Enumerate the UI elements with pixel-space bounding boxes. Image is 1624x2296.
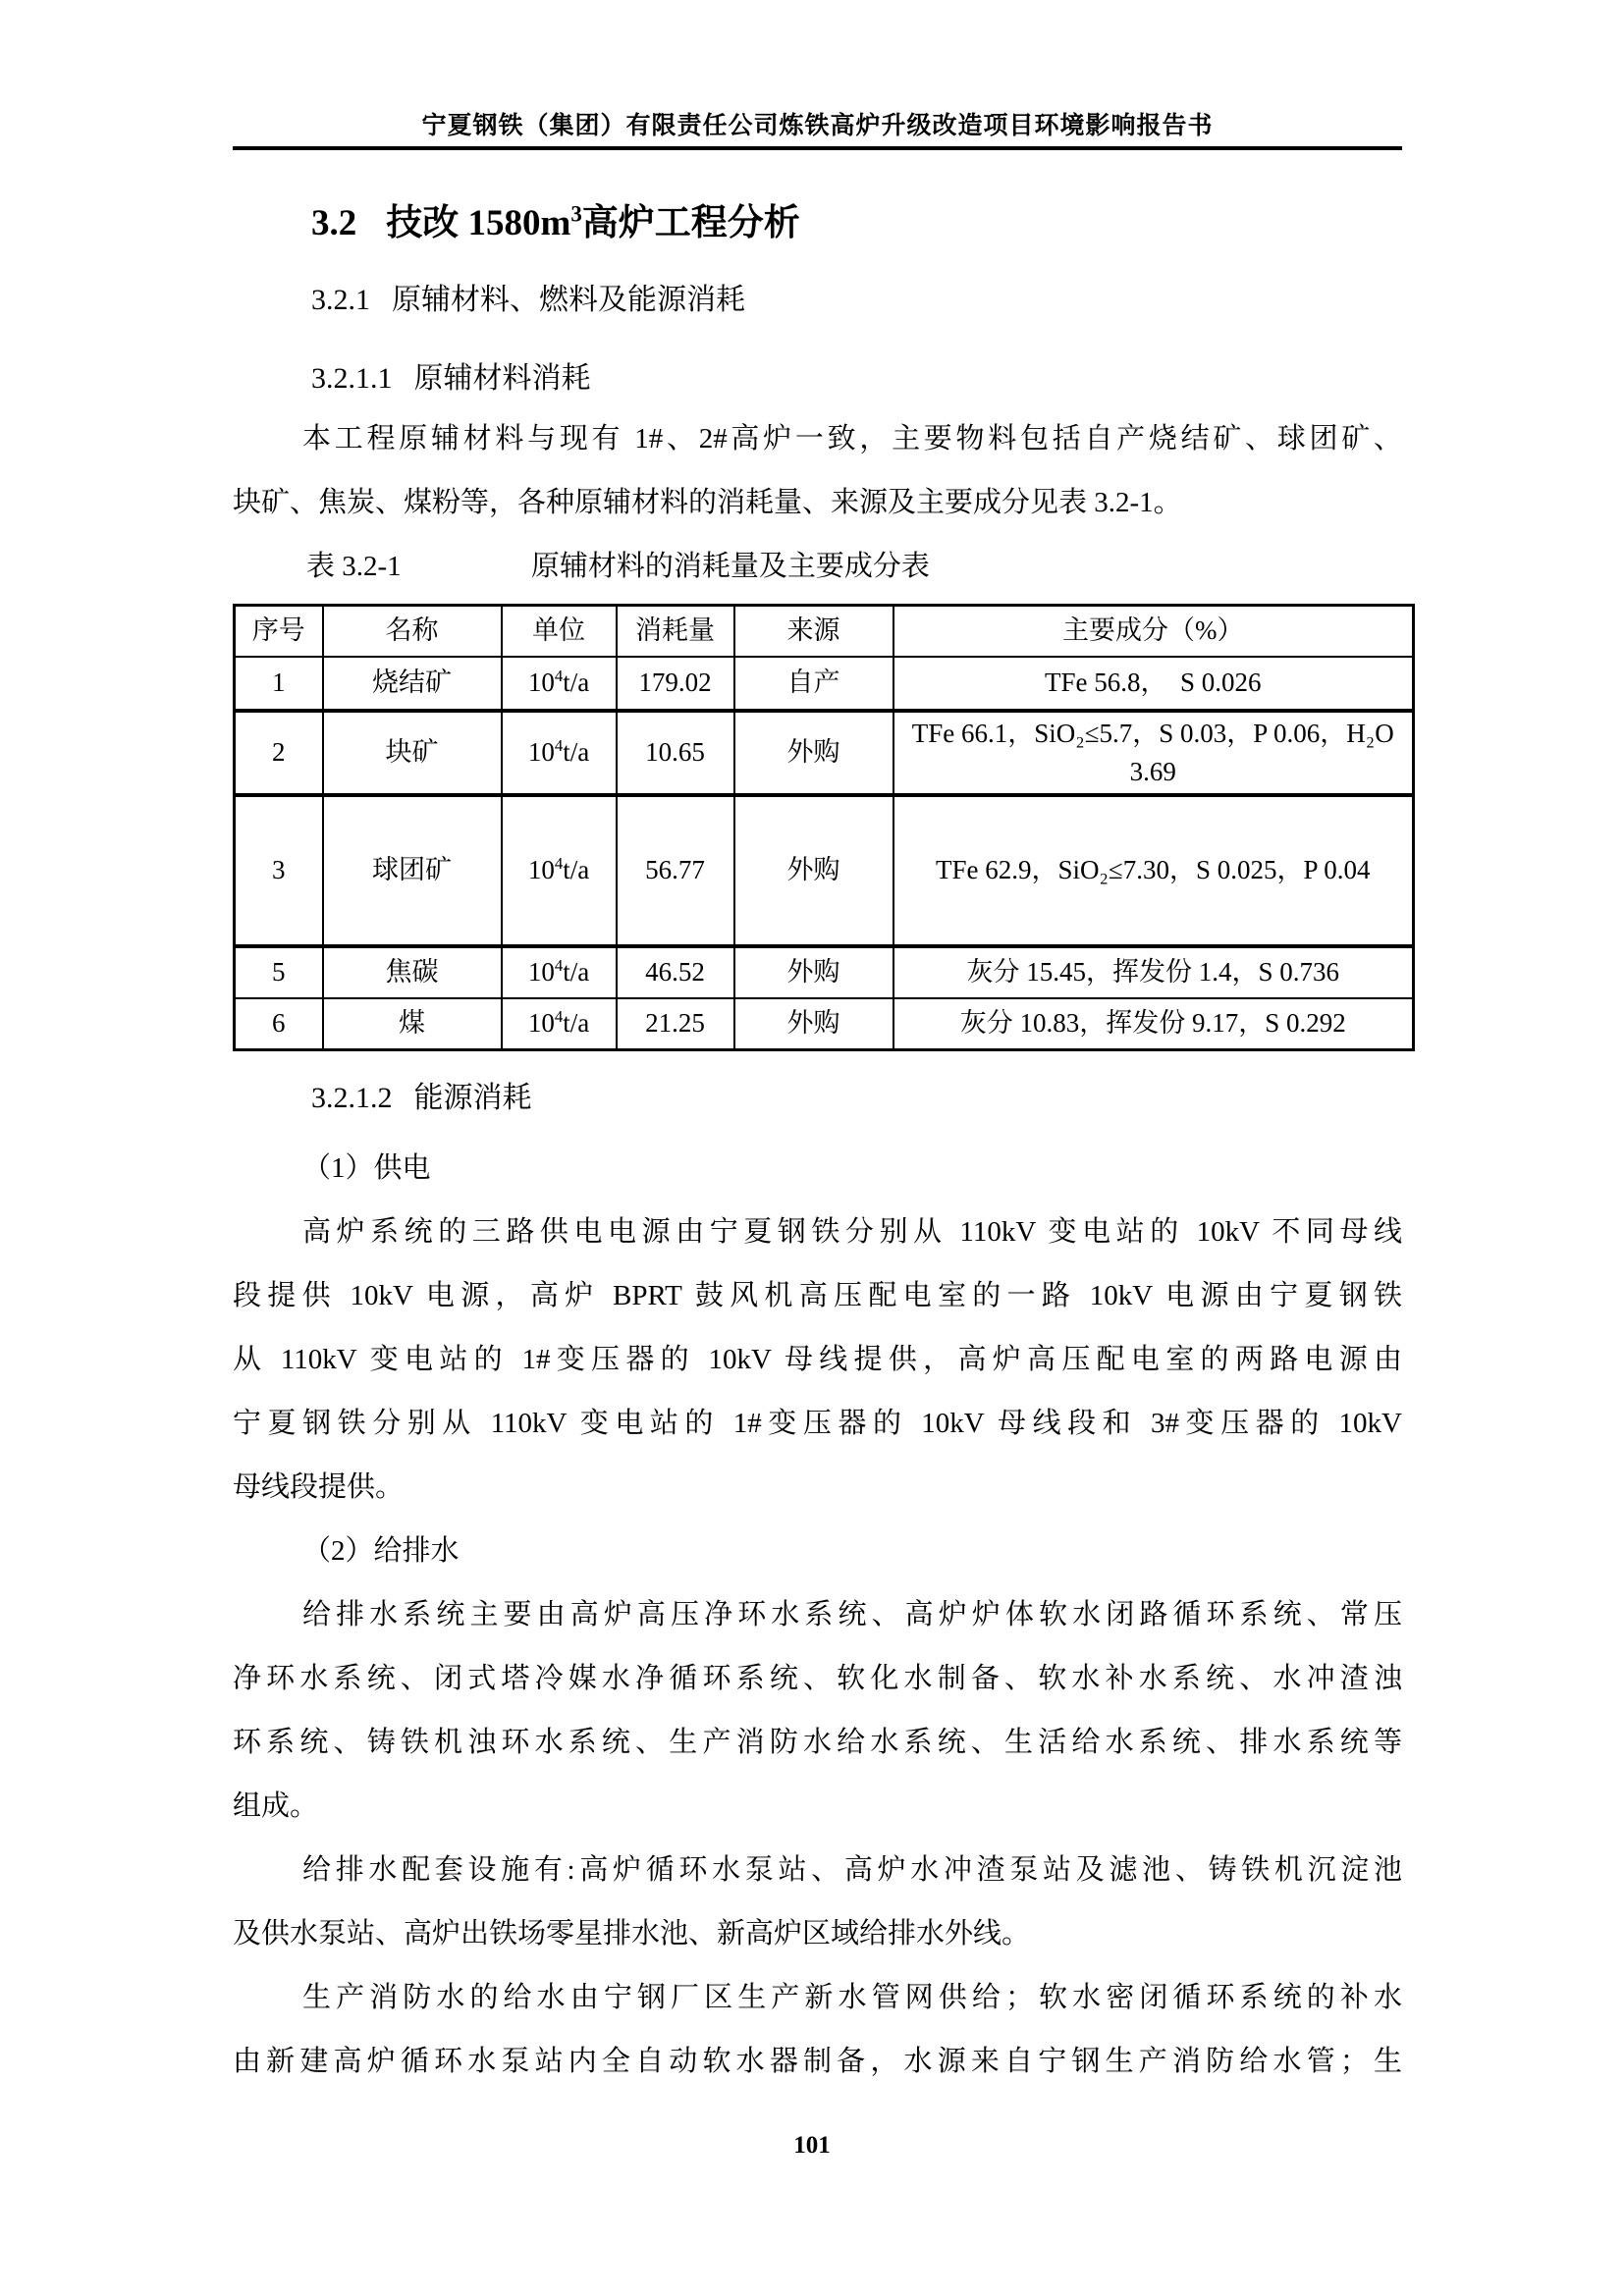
column-header-no: 序号	[235, 606, 323, 658]
running-header: 宁夏钢铁（集团）有限责任公司炼铁高炉升级改造项目环境影响报告书	[421, 113, 1214, 139]
heading-text: 能源消耗	[413, 1082, 532, 1114]
cell-amount: 10.65	[617, 711, 734, 795]
heading-3-2-1-1	[311, 353, 591, 397]
table-row	[235, 998, 1414, 1050]
heading-number: 3.2.1.1	[311, 362, 393, 395]
cell-no: 5	[235, 946, 323, 998]
superscript-3: 3	[570, 201, 582, 227]
cell-amount: 46.52	[617, 946, 734, 998]
cell-composition: TFe 62.9，SiO₂≤7.30，S 0.025，P 0.04	[893, 795, 1414, 946]
cell-name: 煤	[323, 998, 502, 1050]
heading-number: 3.2.1	[311, 284, 370, 316]
text-line: 本工程原辅材料与现有 1#、2#高炉一致，主要物料包括自产烧结矿、球团矿、	[302, 423, 1402, 454]
cell-composition: TFe 66.1，SiO₂≤5.7，S 0.03，P 0.06，H₂O 3.69	[893, 711, 1414, 795]
heading-number: 3.2	[311, 203, 357, 243]
cell-source: 外购	[734, 711, 893, 795]
heading-3-2	[311, 192, 800, 245]
text-line: 块矿、焦炭、煤粉等，各种原辅材料的消耗量、来源及主要成分见表 3.2-1。	[233, 487, 1182, 518]
text-line: 宁夏钢铁分别从 110kV 变电站的 1#变压器的 10kV 母线段和 3#变压器的 10kV	[233, 1408, 1402, 1439]
heading-text: 技改 1580m	[386, 203, 571, 243]
cell-no: 3	[235, 795, 323, 946]
text-line: 环系统、铸铁机浊环水系统、生产消防水给水系统、生活给水系统、排水系统等	[233, 1727, 1402, 1758]
column-header-unit: 单位	[502, 606, 617, 658]
cell-composition: TFe 56.8， S 0.026	[893, 657, 1414, 711]
table-row	[235, 711, 1414, 795]
heading-text-2: 高炉工程分析	[581, 203, 800, 243]
text-line: 高炉系统的三路供电电源由宁夏钢铁分别从 110kV 变电站的 10kV 不同母线	[302, 1216, 1402, 1248]
table-caption-label: 表 3.2-1	[306, 551, 402, 582]
text-line: 组成。	[233, 1790, 319, 1822]
cell-unit: $10^4t/a$	[502, 657, 617, 711]
heading-3-2-1	[311, 275, 745, 318]
table-row	[235, 657, 1414, 711]
cell-name: 球团矿	[323, 795, 502, 946]
cell-source: 自产	[734, 657, 893, 711]
text-line: 由新建高炉循环水泵站内全自动软水器制备，水源来自宁钢生产消防给水管；生	[233, 2046, 1402, 2077]
fire-water-paragraph	[233, 1966, 1402, 2094]
cell-name: 烧结矿	[323, 657, 502, 711]
cell-unit: $10^4t/a$	[502, 946, 617, 998]
column-header-name: 名称	[323, 606, 502, 658]
cell-unit: $10^4t/a$	[502, 998, 617, 1050]
cell-composition: 灰分 15.45，挥发份 1.4，S 0.736	[893, 946, 1414, 998]
cell-name: 焦碳	[323, 946, 502, 998]
page-number: 101	[793, 2132, 831, 2159]
cell-unit: $10^4t/a$	[502, 795, 617, 946]
cell-no: 1	[235, 657, 323, 711]
column-header-composition: 主要成分（%）	[893, 606, 1414, 658]
materials-table	[233, 604, 1415, 1051]
header-rule	[233, 146, 1402, 150]
cell-source: 外购	[734, 946, 893, 998]
cell-composition: 灰分 10.83，挥发份 9.17，S 0.292	[893, 998, 1414, 1050]
text-line: 段提供 10kV 电源，高炉 BPRT 鼓风机高压配电室的一路 10kV 电源由宁夏钢铁	[233, 1280, 1402, 1311]
text-line: 及供水泵站、高炉出铁场零星排水池、新高炉区域给排水外线。	[233, 1918, 1031, 1949]
cell-source: 外购	[734, 998, 893, 1050]
heading-number: 3.2.1.2	[311, 1082, 393, 1114]
text-line: 给排水系统主要由高炉高压净环水系统、高炉炉体软水闭路循环系统、常压	[302, 1599, 1402, 1630]
table-caption	[233, 535, 930, 599]
text-line: 生产消防水的给水由宁钢厂区生产新水管网供给；软水密闭循环系统的补水	[302, 1982, 1402, 2013]
water-section	[233, 1520, 1402, 1839]
subhead-power: （1）供电	[302, 1152, 431, 1184]
table-caption-title: 原辅材料的消耗量及主要成分表	[530, 551, 930, 582]
cell-amount: 179.02	[617, 657, 734, 711]
text-line: 给排水配套设施有:高炉循环水泵站、高炉水冲渣泵站及滤池、铸铁机沉淀池	[302, 1854, 1402, 1886]
cell-amount: 56.77	[617, 795, 734, 946]
heading-3-2-1-2	[311, 1073, 532, 1116]
text-line: 从 110kV 变电站的 1#变压器的 10kV 母线提供，高炉高压配电室的两路电源由	[233, 1344, 1402, 1375]
cell-no: 6	[235, 998, 323, 1050]
column-header-amount: 消耗量	[617, 606, 734, 658]
cell-unit: $10^4t/a$	[502, 711, 617, 795]
text-line: 母线段提供。	[233, 1471, 405, 1503]
cell-amount: 21.25	[617, 998, 734, 1050]
table-row	[235, 795, 1414, 946]
heading-text: 原辅材料、燃料及能源消耗	[392, 284, 745, 316]
subhead-water: （2）给排水	[302, 1535, 460, 1567]
cell-source: 外购	[734, 795, 893, 946]
column-header-source: 来源	[734, 606, 893, 658]
cell-name: 块矿	[323, 711, 502, 795]
table-header-row	[235, 606, 1414, 658]
table-row	[235, 946, 1414, 998]
text-line: 净环水系统、闭式塔冷媒水净循环系统、软化水制备、软水补水系统、水冲渣浊	[233, 1663, 1402, 1694]
heading-text: 原辅材料消耗	[413, 362, 591, 395]
intro-paragraph	[233, 407, 1402, 535]
power-section	[233, 1137, 1402, 1520]
facilities-paragraph	[233, 1839, 1402, 1966]
cell-no: 2	[235, 711, 323, 795]
